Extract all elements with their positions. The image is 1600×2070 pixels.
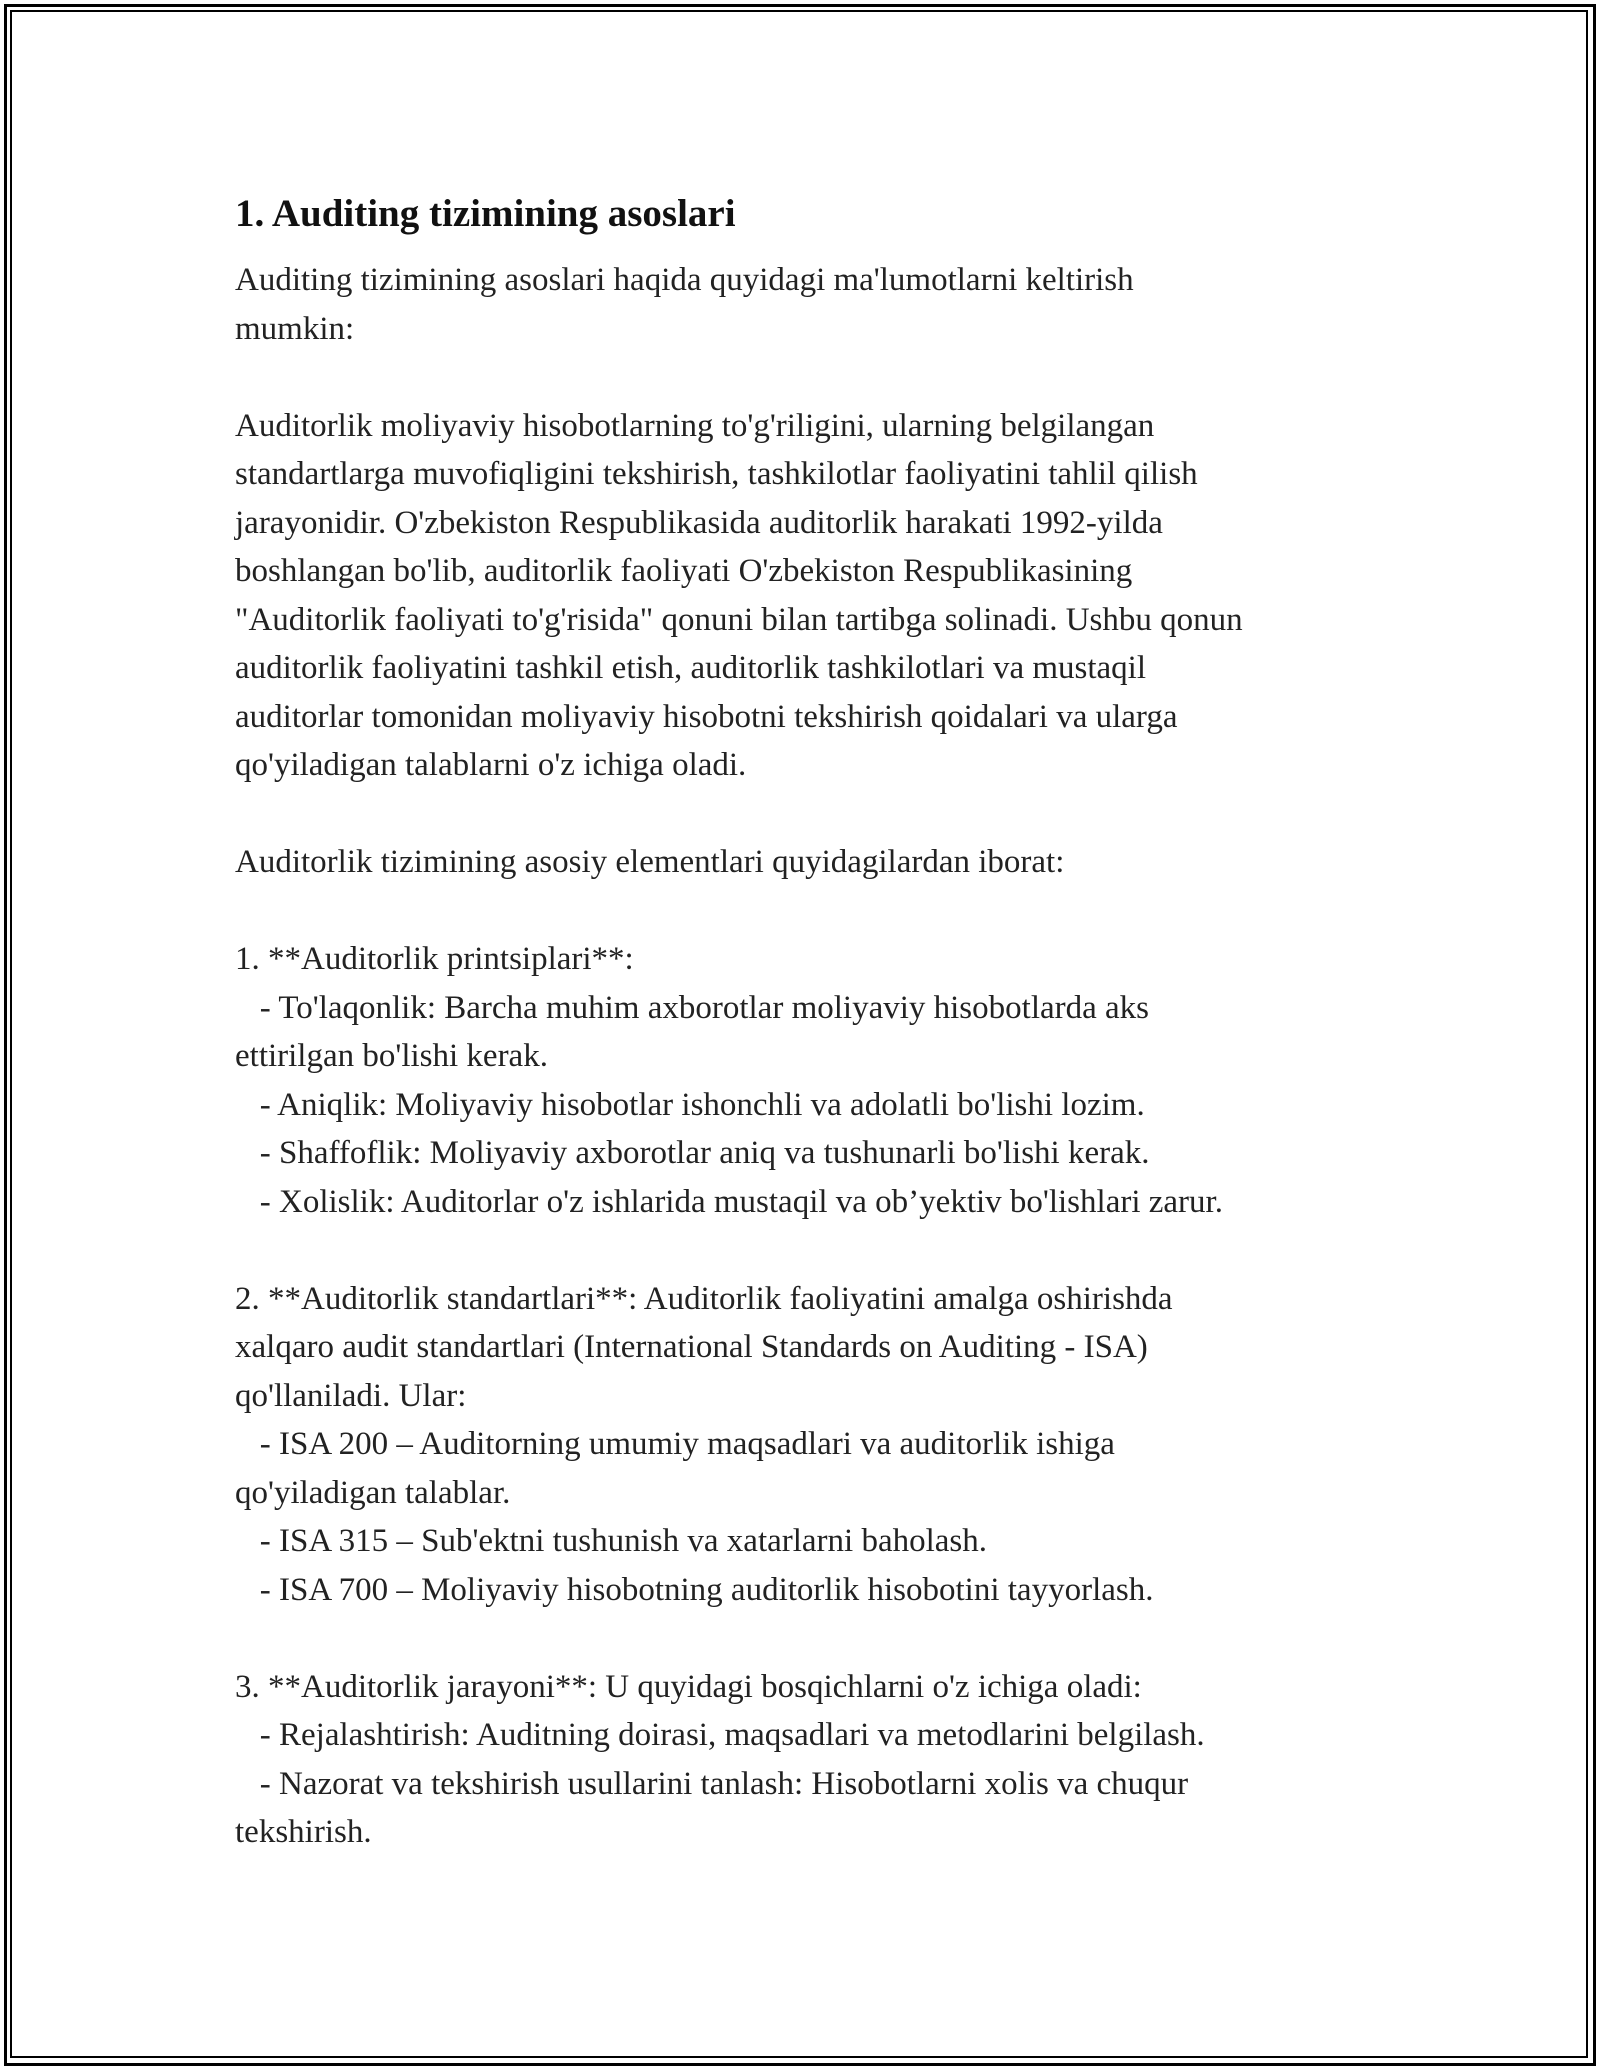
- elements-intro-paragraph: Auditorlik tizimining asosiy elementlari quyidagilardan iborat:: [235, 844, 1065, 880]
- auditing-definition-paragraph: Auditorlik moliyaviy hisobotlarning to'g'riligini, ularning belgilangan standartlarga muvofiqligini tekshirish, tashkilotlar faoliyatini tahlil qilish jarayonidir. O'zbekiston Respublikasida auditorlik harakati 1992-yilda boshlangan bo'lib, auditorlik faoliyati O'zbekiston Respublikasining "Auditorlik faoliyati to'g'risida" qonuni bilan tartibga solinadi. Ushbu qonun auditorlik faoliyatini tashkil etish, auditorlik tashkilotlari va mustaqil auditorlar tomonidan moliyaviy hisobotni tekshirish qoidalari va ularga qo'yiladigan talablarni o'z ichiga oladi.: [235, 407, 1243, 783]
- standards-section: 2. **Auditorlik standartlari**: Auditorlik faoliyatini amalga oshirishda xalqaro audit standartlari (International Standards on Auditing - ISA) qo'llaniladi. Ular: - ISA 200 – Auditorning umumiy maqsadlari va auditorlik ishiga qo'yiladigan talablar. - ISA 315 – Sub'ektni tushunish va xatarlarni baholash. - ISA 700 – Moliyaviy hisobotning auditorlik hisobotini tayyorlash.: [235, 1280, 1173, 1608]
- principles-section: 1. **Auditorlik printsiplari**: - To'laqonlik: Barcha muhim axborotlar moliyaviy hisobotlarda aks ettirilgan bo'lishi kerak. - Aniqlik: Moliyaviy hisobotlar ishonchli va adolatli bo'lishi lozim. - Shaffoflik: Moliyaviy axborotlar aniq va tushunarli bo'lishi kerak. - Xolislik: Auditorlar o'z ishlarida mustaqil va ob’yektiv bo'lishlari zarur.: [235, 941, 1223, 1220]
- process-section: 3. **Auditorlik jarayoni**: U quyidagi bosqichlarni o'z ichiga oladi: - Rejalashtirish: Auditning doirasi, maqsadlari va metodlarini belgilash. - Nazorat va tekshirish usullarini tanlash: Hisobotlarni xolis va chuqur tekshirish.: [235, 1668, 1205, 1850]
- paragraph-gap: [235, 353, 1415, 402]
- paragraph-gap: [235, 887, 1415, 936]
- document-body: [235, 186, 1415, 1857]
- paragraph-gap: [235, 790, 1415, 839]
- document-title: 1. Auditing tizimining asoslari: [235, 192, 736, 235]
- paragraph-gap: [235, 1614, 1415, 1663]
- paragraph-gap: [235, 1226, 1415, 1275]
- intro-paragraph: Auditing tizimining asoslari haqida quyidagi ma'lumotlarni keltirish mumkin:: [235, 262, 1134, 347]
